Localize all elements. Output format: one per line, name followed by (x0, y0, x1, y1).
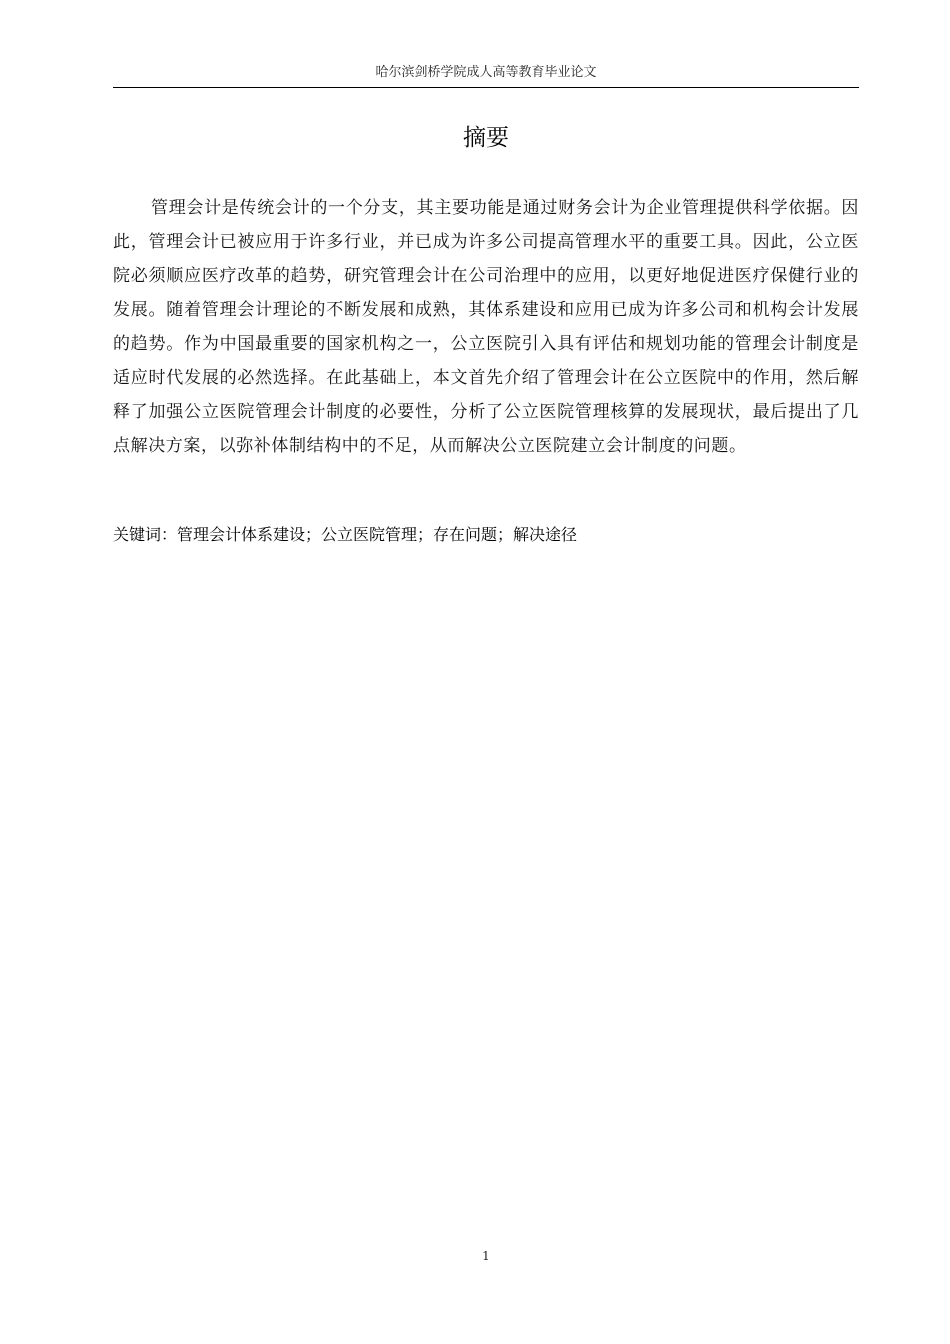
abstract-title: 摘要 (463, 125, 509, 151)
page-number: 1 (482, 1249, 490, 1263)
abstract-body: 管理会计是传统会计的一个分支，其主要功能是通过财务会计为企业管理提供科学依据。因此，管理会计已被应用于许多行业，并已成为许多公司提高管理水平的重要工具。因此，公立医院必须顺应医疗改革的趋势，研究管理会计在公司治理中的应用，以更好地促进医疗保健行业的发展。随着管理会计理论的不断发展和成熟，其体系建设和应用已成为许多公司和机构会计发展的趋势。作为中国最重要的国家机构之一，公立医院引入具有评估和规划功能的管理会计制度是适应时代发展的必然选择。在此基础上，本文首先介绍了管理会计在公立医院中的作用，然后解释了加强公立医院管理会计制度的必要性，分析了公立医院管理核算的发展现状，最后提出了几点解决方案，以弥补体制结构中的不足，从而解决公立医院建立会计制度的问题。 (113, 198, 859, 456)
header-divider (113, 87, 859, 88)
running-header: 哈尔滨剑桥学院成人高等教育毕业论文 (375, 65, 597, 80)
keywords-line: 关键词：管理会计体系建设；公立医院管理；存在问题；解决途径 (113, 525, 578, 544)
